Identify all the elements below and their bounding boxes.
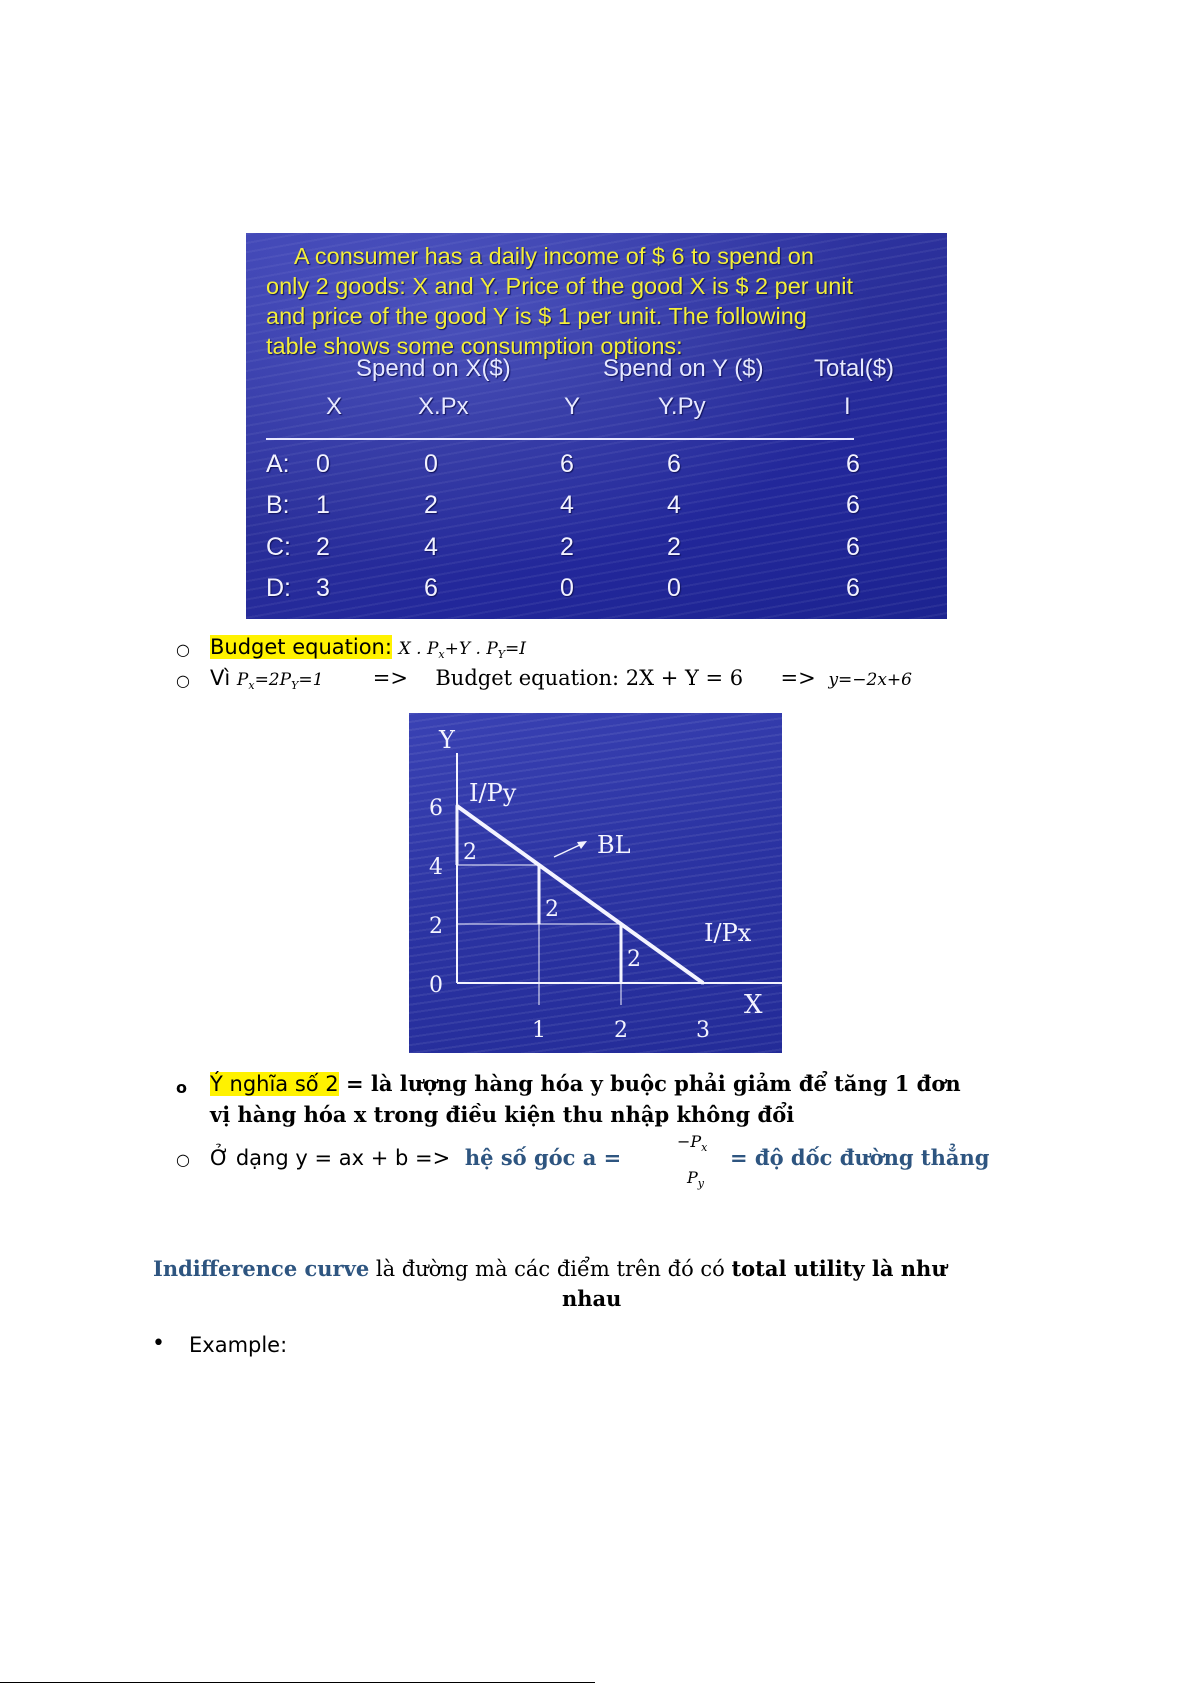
hollow-bullet-icon: ○ — [176, 671, 190, 690]
budget-line-point — [620, 923, 623, 926]
header-spend-on-y: Spend on Y ($) — [603, 355, 764, 382]
filled-bullet-icon: • — [152, 1331, 165, 1356]
meaning-text-2: vị hàng hóa x trong điều kiện thu nhập không đổi — [210, 1102, 795, 1127]
arrow-1: => — [372, 666, 408, 690]
cell-i: 6 — [846, 574, 860, 602]
math-token: =1 — [298, 670, 324, 690]
cell-ypy: 4 — [667, 491, 681, 519]
math-token: −P — [677, 1132, 702, 1151]
slope-blue-1: hệ số góc a = — [464, 1145, 622, 1170]
cell-i: 6 — [846, 491, 860, 519]
row-label: B: — [266, 491, 290, 519]
arrow-2: => — [780, 666, 816, 690]
budget-line-point — [456, 805, 459, 808]
math-sub: x — [438, 648, 445, 661]
math-token: P — [279, 670, 292, 690]
math-token: P — [687, 1168, 698, 1187]
header-spend-on-x: Spend on X($) — [356, 355, 511, 382]
cell-xpx: 0 — [424, 450, 438, 478]
header-total: Total($) — [814, 355, 895, 382]
math-token: X — [398, 639, 411, 659]
budget-equation-line — [210, 635, 526, 661]
line-equation-math: y=−2x+6 — [828, 670, 912, 690]
x-tick-label: 1 — [532, 1018, 546, 1043]
consumption-options-slide — [246, 233, 947, 619]
cell-ypy: 2 — [667, 533, 681, 561]
cell-y: 6 — [560, 450, 574, 478]
x-tick-label: 2 — [614, 1018, 628, 1043]
example-label: Example: — [189, 1333, 288, 1357]
budget-equation-math — [399, 639, 526, 659]
indifference-bold-1: total utility là như — [731, 1256, 947, 1281]
step-label: 2 — [545, 897, 559, 922]
cell-x: 2 — [316, 533, 330, 561]
indifference-mid: là đường mà các điểm trên đó có — [369, 1257, 732, 1281]
math-token: . — [470, 639, 487, 659]
hollow-bullet-icon: o — [176, 1078, 187, 1097]
math-token: I — [519, 639, 527, 659]
cell-x: 1 — [316, 491, 330, 519]
math-token: Y — [458, 639, 471, 659]
y-tick-label: 2 — [429, 914, 443, 939]
math-token: P — [486, 639, 498, 659]
footer-rule — [0, 1682, 595, 1683]
cell-xpx: 2 — [424, 491, 438, 519]
math-sub: x — [701, 1141, 708, 1154]
cell-i: 6 — [846, 533, 860, 561]
math-sub: y — [697, 1177, 704, 1190]
slope-blue-2: = độ dốc đường thẳng — [730, 1145, 990, 1170]
y-tick-label: 6 — [429, 796, 443, 821]
cell-xpx: 6 — [424, 574, 438, 602]
math-token: + — [444, 639, 459, 659]
col-x: X — [326, 393, 343, 420]
indifference-term: Indifference curve — [153, 1256, 370, 1281]
budget-line — [457, 806, 703, 983]
math-token: =2 — [254, 670, 280, 690]
annotation-i-py: I/Py — [469, 779, 517, 807]
indifference-bold-2: nhau — [562, 1286, 622, 1311]
cell-ypy: 6 — [667, 450, 681, 478]
math-token: P — [426, 639, 439, 659]
math-token: = — [505, 639, 520, 659]
col-y: Y — [564, 393, 581, 420]
math-token: P — [236, 670, 249, 690]
x-axis-label: X — [744, 990, 763, 1020]
budget-equation-numeric: Budget equation: 2X + Y = 6 — [435, 666, 744, 690]
math-sub: Y — [291, 679, 299, 692]
vi-word: Vì — [210, 666, 231, 690]
y-axis-label: Y — [439, 726, 455, 754]
annotation-i-px: I/Px — [704, 919, 752, 947]
meaning-label: Ý nghĩa số 2 — [210, 1072, 339, 1096]
cell-x: 0 — [316, 450, 330, 478]
y-tick-label: 0 — [429, 973, 443, 998]
price-relation-math — [237, 670, 324, 690]
budget-line-chart — [409, 713, 782, 1053]
hollow-bullet-icon: ○ — [176, 640, 190, 659]
row-label: D: — [266, 574, 291, 602]
budget-line-point — [538, 864, 541, 867]
table-header-rule — [266, 438, 854, 440]
cell-ypy: 0 — [667, 574, 681, 602]
step-label: 2 — [463, 840, 477, 865]
hollow-bullet-icon: ○ — [176, 1150, 190, 1169]
col-xpx: X.Px — [418, 393, 469, 420]
annotation-bl: BL — [597, 831, 631, 859]
slope-fraction-numerator — [677, 1132, 707, 1154]
budget-line-svg — [409, 713, 782, 1053]
indifference-definition-line-1 — [153, 1256, 947, 1281]
col-ypy: Y.Py — [658, 393, 706, 420]
meaning-line-1 — [210, 1071, 961, 1096]
cell-y: 2 — [560, 533, 574, 561]
budget-derivation-line — [210, 666, 912, 692]
cell-y: 4 — [560, 491, 574, 519]
meaning-text-1: = là lượng hàng hóa y buộc phải giảm để tăng 1 đơn — [338, 1071, 961, 1096]
budget-equation-label: Budget equation: — [210, 635, 392, 659]
cell-xpx: 4 — [424, 533, 438, 561]
x-tick-label: 3 — [696, 1018, 710, 1043]
math-sub: x — [248, 679, 255, 692]
slope-fraction-denominator — [687, 1168, 704, 1190]
budget-line-point — [702, 982, 705, 985]
step-label: 2 — [627, 947, 641, 972]
slide-intro-text: A consumer has a daily income of $ 6 to spend on only 2 goods: X and Y. Price of the good X is $ 2 per unit and price of the good Y is $ 1 per unit. The following table shows some consumption options: — [266, 243, 854, 359]
math-token: . — [410, 639, 427, 659]
row-label: C: — [266, 533, 291, 561]
y-tick-label: 4 — [429, 855, 443, 880]
col-i: I — [844, 393, 851, 420]
math-sub: Y — [497, 648, 506, 661]
cell-i: 6 — [846, 450, 860, 478]
cell-y: 0 — [560, 574, 574, 602]
slope-prefix: Ở dạng y = ax + b => — [210, 1146, 451, 1170]
slope-line — [210, 1145, 621, 1170]
cell-x: 3 — [316, 574, 330, 602]
row-label: A: — [266, 450, 290, 478]
